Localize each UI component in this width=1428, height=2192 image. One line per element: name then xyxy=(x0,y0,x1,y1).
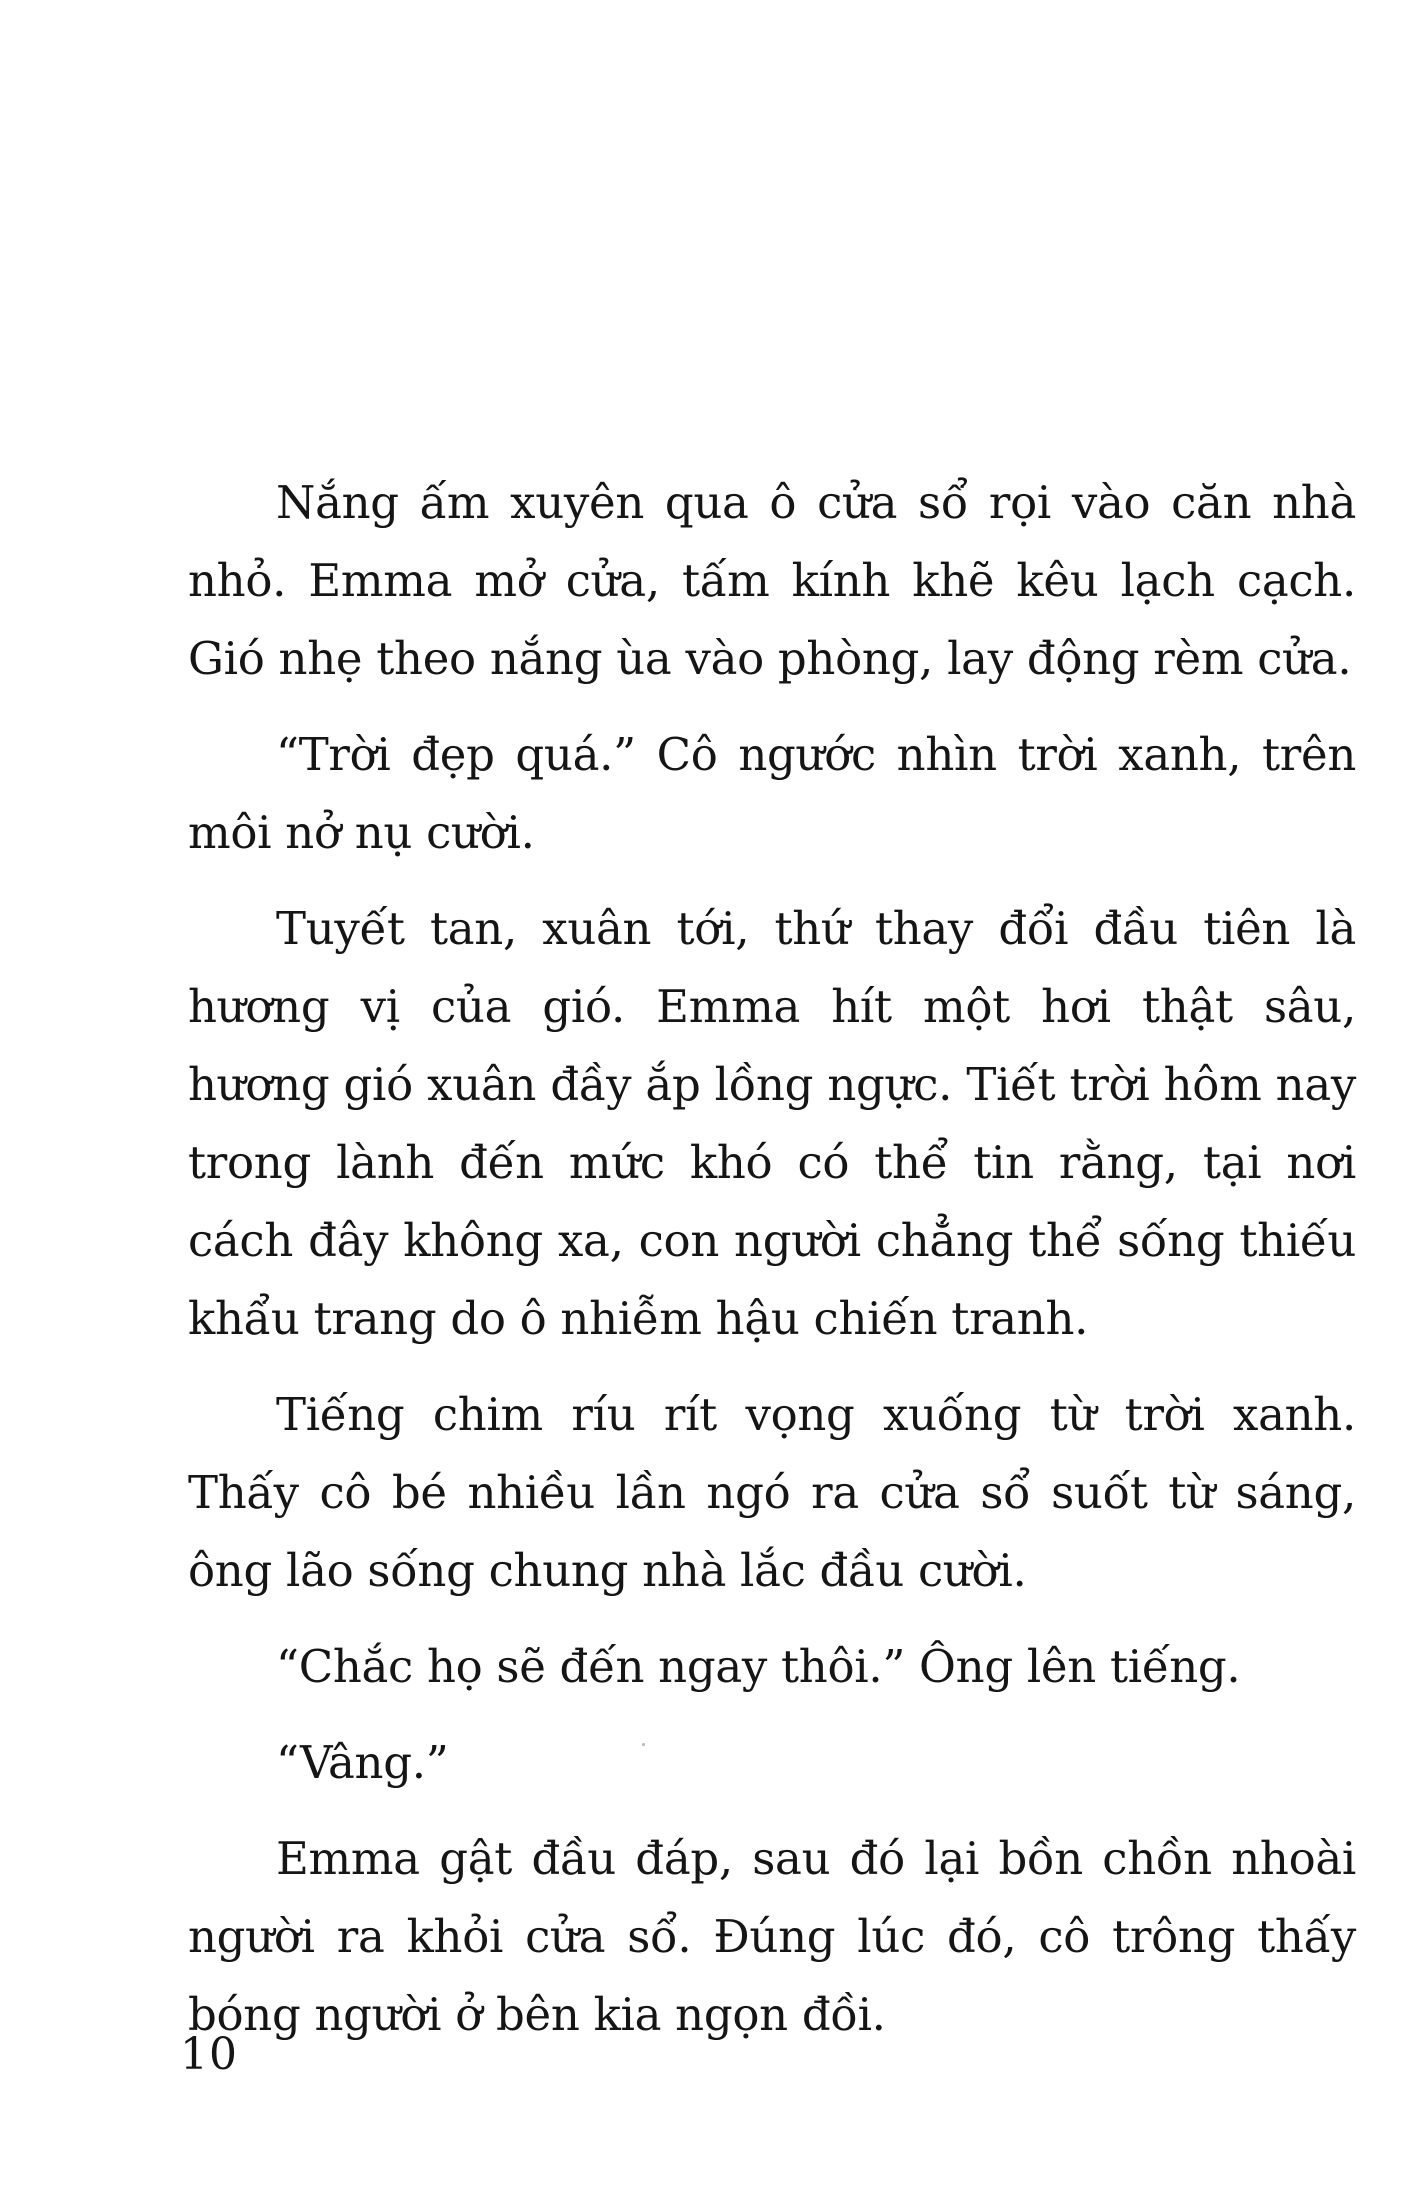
page-number: 10 xyxy=(180,2029,238,2080)
paragraph-beautiful-sky: “Trời đẹp quá.” Cô ngước nhìn trời xanh, trên môi nở nụ cười. xyxy=(188,728,1356,859)
paper-speck xyxy=(642,1743,645,1746)
paragraph-snow-melts: Tuyết tan, xuân tới, thứ thay đổi đầu tiên là hương vị của gió. Emma hít một hơi thật sâu, hương gió xuân đầy ắp lồng ngực. Tiết trời hôm nay trong lành đến mức khó có thể tin rằng, tại nơi cách đây không xa, con người chẳng thể sống thiếu khẩu trang do ô nhiễm hậu chiến tranh. xyxy=(188,902,1356,1345)
body-text xyxy=(188,464,1356,2072)
paragraph-they-will-come: “Chắc họ sẽ đến ngay thôi.” Ông lên tiếng. xyxy=(276,1640,1241,1693)
paragraph-emma-nods: Emma gật đầu đáp, sau đó lại bồn chồn nhoài người ra khỏi cửa sổ. Đúng lúc đó, cô trông thấy bóng người ở bên kia ngọn đồi. xyxy=(188,1832,1356,2041)
paragraph-yes: “Vâng.” xyxy=(276,1736,449,1789)
paragraph-birds: Tiếng chim ríu rít vọng xuống từ trời xanh. Thấy cô bé nhiều lần ngó ra cửa sổ suốt từ sáng, ông lão sống chung nhà lắc đầu cười. xyxy=(188,1388,1356,1597)
paragraph-sunlight: Nắng ấm xuyên qua ô cửa sổ rọi vào căn nhà nhỏ. Emma mở cửa, tấm kính khẽ kêu lạch cạch. Gió nhẹ theo nắng ùa vào phòng, lay động rèm cửa. xyxy=(188,476,1356,685)
